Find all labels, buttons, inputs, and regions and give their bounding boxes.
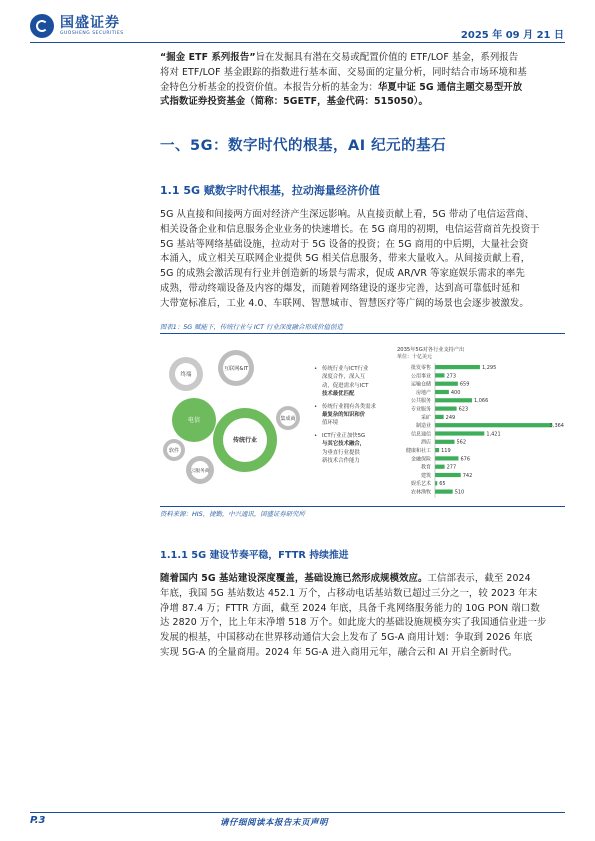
body-line: 成熟，带动终端设备及内容的爆发，而随着网络建设的逐步完善，达到高可靠低时延和: [160, 282, 521, 294]
bullet-line: 与其它技术融合，: [322, 441, 366, 448]
figure-top-rule: [160, 333, 565, 334]
body-line: 实现 5G-A 的全量商用。2024 年 5G-A 进入商用元年，融合云和 AI 开启全新时代。: [160, 646, 518, 658]
chart-bar: [435, 448, 439, 452]
chart-category-label: 采矿: [420, 414, 431, 421]
chart-category-label: 金融保险: [410, 456, 431, 463]
chart-bar: [435, 481, 437, 485]
chart-value-label: 510: [454, 489, 465, 496]
gear-label-cloud-provider: 云服务商: [190, 469, 210, 474]
gear-label-internet-it: 互联网&IT: [223, 366, 249, 372]
bullet-line: 技术最优匹配: [322, 391, 355, 398]
intro-fund-name-part2: 式指数证券投资基金（简称：5GETF，基金代码：515050）。: [160, 96, 428, 108]
chart-category-label: 公用事业: [410, 373, 431, 380]
gear-cloud-provider: [186, 456, 214, 484]
figure-bottom-rule: [160, 506, 565, 507]
bullet-line: 为垂直行业提供: [322, 449, 360, 456]
chart-category-label: 建筑: [420, 472, 431, 479]
section-1-1-body: [160, 208, 565, 312]
intro-line1: 旨在发掘具有潜在交易或配置价值的 ETF/LOF 基金，系列报告: [255, 52, 519, 63]
chart-value-label: 659: [459, 381, 470, 388]
chart-bar: [435, 365, 480, 369]
logo-name-en: GUOSHENG SECURITIES: [60, 31, 124, 36]
body-line: 相关设备企业和信息服务企业业务的快速增长。在 5G 商用的初期，电信运营商首先投资于: [160, 223, 540, 235]
bullet-item: • 传统行业拥有各类需求 最复杂的知识和价 值环境: [314, 403, 376, 427]
chart-category-label: 制造业: [415, 423, 431, 430]
body-line: 5G 的成熟会激活现有行业并创造新的场景与需求，促成 AR/VR 等家庭娱乐需求的率先: [160, 268, 525, 280]
intro-line2: 将对 ETF/LOF 基金跟踪的指数进行基本面、交易面的定量分析，同时结合市场环境和基: [160, 66, 527, 78]
chart-value-label: 249: [445, 414, 456, 421]
chart-bar: [435, 440, 455, 444]
gear-terminal: [169, 357, 203, 391]
bullet-line: 值环境: [322, 420, 339, 427]
chart-category-label: 专业服务: [410, 406, 431, 413]
bullet-item: • 传统行业与ICT行业 深度合作，深入互 动，促进需求与ICT 技术最优匹配: [314, 366, 369, 398]
footer-divider: [30, 812, 565, 813]
chart-bar: [435, 415, 444, 419]
body-line: 年底，我国 5G 基站数达 452.1 万个，占移动电话基站数已超过三分之一，较 2023 年末: [160, 587, 538, 599]
body-line: 工信部表示，截至 2024: [427, 573, 531, 584]
chart-bar: [435, 398, 472, 402]
chart-category-label: 健康和社工: [405, 448, 431, 454]
chart-bar: [435, 473, 461, 477]
company-logo: [30, 14, 124, 38]
lead-sentence: 随着国内 5G 基站建设深度覆盖，基础设施已然形成规模效应。: [160, 573, 428, 584]
chart-bar: [435, 407, 457, 411]
chart-bar: [435, 490, 453, 494]
section-heading-1: 一、5G：数字时代的根基，AI 纪元的基石: [160, 138, 447, 154]
body-line: 发展的根基，中国移动在世界移动通信大会上发布了 5G-A 商用计划：争取到 2026 年底: [160, 632, 533, 644]
chart-bar: [435, 390, 449, 394]
section-heading-1-1: 1.1 5G 赋数字时代根基，拉动海量经济价值: [160, 184, 380, 197]
sector-output-bar-chart: [395, 345, 565, 505]
body-line: 5G 基站等网络基础设施，拉动对于 5G 设备的投资；在 5G 商用的中后期，大量社会资: [160, 238, 529, 250]
bullet-line: 深度合作，深入互: [322, 374, 366, 381]
chart-category-label: 房地产: [415, 389, 431, 396]
chart-value-label: 676: [460, 456, 471, 463]
chart-category-label: 农林渔牧: [410, 489, 431, 496]
chart-bar: [435, 423, 552, 427]
chart-bar: [435, 382, 458, 386]
logo-icon: [30, 14, 54, 38]
gear-traditional-industry: [213, 408, 277, 472]
bullet-line: 传统行业与ICT行业: [322, 366, 369, 372]
body-line: 净增 87.4 万；FTTR 方面，截至 2024 年底，具备千兆网络服务能力的 10G PON 端口数: [160, 602, 540, 614]
gear-diagram: [160, 340, 310, 500]
intro-series-name: “掘金 ETF 系列报告”: [160, 52, 256, 63]
chart-value-label: 277: [446, 464, 457, 471]
chart-value-label: 623: [458, 406, 469, 413]
section-heading-1-1-1: 1.1.1 5G 建设节奏平稳，FTTR 持续推进: [160, 550, 349, 561]
figure-caption: 图表1：5G 赋能下，传统行业与 ICT 行业深度融合形成价值创造: [160, 323, 343, 331]
chart-unit-label: 单位：十亿美元: [397, 354, 433, 360]
chart-category-label: 娱乐艺术: [410, 481, 431, 488]
bullet-line: 传统行业拥有各类需求: [322, 403, 376, 410]
section-1-1-1-body: [160, 572, 565, 661]
bullet-item: • ICT行业正加快5G 与其它技术融合， 为垂直行业提供 新技术合作能力: [314, 432, 366, 465]
chart-value-label: 119: [441, 448, 451, 454]
chart-value-label: 1,295: [481, 365, 497, 371]
bullet-line: 新技术合作能力: [322, 458, 360, 465]
logo-name-cn: 国盛证券: [60, 15, 120, 31]
bullet-line: 动，促进需求与ICT: [322, 382, 369, 389]
chart-bar: [435, 465, 445, 469]
chart-bar: [435, 373, 444, 377]
chart-value-label: 3,364: [549, 423, 564, 430]
footer-disclaimer: 请仔细阅读本报告末页声明: [220, 818, 329, 828]
intro-paragraph: [160, 51, 565, 110]
bullet-line: ICT行业正加快5G: [322, 432, 366, 439]
body-line: 大带宽标准后，工业 4.0、车联网、智慧城市、智慧医疗等广阔的场景也会逐步被激发。: [160, 297, 529, 309]
gear-integrator: [276, 406, 300, 430]
chart-category-label: 教育: [420, 464, 431, 471]
chart-title: 2035年5G对各行业支持产出: [397, 347, 465, 353]
gear-software: [163, 439, 185, 461]
header-divider: [30, 42, 565, 43]
gear-label-traditional-industry: 传统行业: [232, 437, 258, 444]
gear-label-terminal: 终端: [180, 372, 192, 378]
chart-value-label: 400: [450, 389, 461, 396]
chart-category-label: 信息通信: [410, 431, 431, 438]
chart-value-label: 742: [462, 472, 473, 479]
figure-bullets: [314, 365, 394, 465]
chart-value-label: 1,066: [473, 398, 489, 405]
gear-label-telecom: 电信: [187, 417, 201, 424]
chart-category-label: 批发零售: [410, 365, 431, 371]
figure-source: 资料来源：HIS，捷勤，中兴通讯，国盛证券研究所: [160, 510, 305, 518]
chart-value-label: 1,421: [486, 431, 501, 438]
gear-label-integrator: 集成商: [280, 416, 296, 422]
chart-value-label: 273: [446, 373, 457, 380]
chart-bar: [435, 431, 484, 435]
bullet-line: 最复杂的知识和价: [322, 412, 366, 419]
body-line: 本涌入，成立相关互联网企业提供 5G 相关信息服务，带来大量收入。从间接贡献上看，: [160, 253, 531, 265]
chart-category-label: 公共服务: [410, 398, 431, 405]
chart-value-label: 562: [456, 439, 467, 446]
chart-value-label: 65: [439, 481, 446, 488]
gear-telecom: [172, 398, 216, 442]
body-line: 5G 从直接和间接两方面对经济产生深远影响。从直接贡献上看，5G 带动了电信运营商、: [160, 209, 535, 220]
gear-label-software: 软件: [168, 448, 180, 454]
report-date: 2025 年 09 月 21 日: [460, 30, 564, 41]
chart-category-label: 运输仓储: [410, 381, 431, 388]
chart-bar: [435, 456, 458, 460]
page-number: P.3: [30, 815, 46, 826]
chart-category-label: 酒店: [420, 439, 431, 446]
body-line: 达 2820 万个，比上年末净增 518 万个。如此庞大的基础设施规模夯实了我国通信业进一步: [160, 617, 547, 629]
gear-internet-it: [218, 350, 254, 386]
intro-fund-name-part1: 华夏中证 5G 通信主题交易型开放: [377, 81, 523, 93]
intro-line3: 金特色分析基金的投资价值。本报告分析的基金为：: [160, 81, 378, 93]
